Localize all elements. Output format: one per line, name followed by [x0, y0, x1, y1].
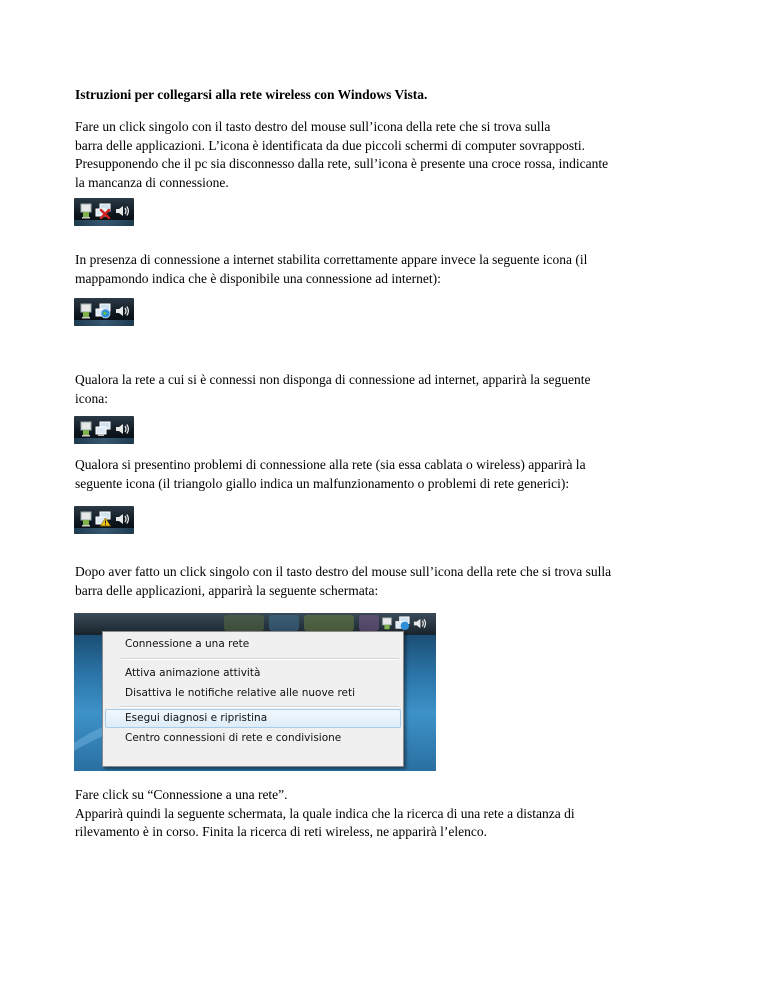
text-line: seguente icona (il triangolo giallo indica un malfunzionamento o problemi di rete generici): [75, 475, 570, 491]
network-context-menu [102, 631, 404, 767]
text-line: In presenza di connessione a internet stabilita correttamente appare invece la seguente icona (il [75, 252, 588, 267]
text-line: barra delle applicazioni. L’icona è identificata da due piccoli schermi di computer sovrapposti. [75, 137, 586, 153]
paragraph-disconnected [75, 118, 693, 192]
network-warning-icon [95, 511, 111, 527]
menu-item-diagnose-repair[interactable]: Esegui diagnosi e ripristina [125, 712, 268, 724]
paragraph-right-click [75, 563, 693, 600]
menu-separator [121, 658, 399, 660]
paragraph-problem [75, 456, 693, 493]
network-local-icon [95, 421, 111, 437]
paragraph-connect-instructions [75, 786, 693, 842]
device-icon [380, 617, 394, 631]
context-menu-screenshot [74, 613, 436, 771]
speaker-icon [412, 616, 427, 631]
menu-separator [121, 706, 399, 708]
text-line: barra delle applicazioni, apparirà la seguente schermata: [75, 582, 379, 598]
device-icon [79, 203, 93, 219]
tray-icon-internet-connected [74, 298, 134, 326]
paragraph-local-only [75, 371, 693, 408]
network-disconnected-icon [95, 203, 111, 219]
document-title: Istruzioni per collegarsi alla rete wireless con Windows Vista. [75, 87, 428, 102]
text-line: la mancanza di connessione. [75, 174, 229, 190]
text-line: Dopo aver fatto un click singolo con il tasto destro del mouse sull’icona della rete che si trova sulla [75, 564, 612, 579]
paragraph-connected [75, 251, 693, 288]
text-line: Fare un click singolo con il tasto destro del mouse sull’icona della rete che si trova sulla [75, 119, 551, 134]
tray-icon-problem [74, 506, 134, 534]
tray-icon-disconnected [74, 198, 134, 226]
text-line: Presupponendo che il pc sia disconnesso dalla rete, sull’icona è presente una croce rossa, indicante [75, 156, 609, 171]
menu-item-disable-notifications[interactable]: Disattiva le notifiche relative alle nuove reti [125, 687, 356, 699]
text-line: rilevamento è in corso. Finita la ricerca di reti wireless, ne apparirà l’elenco. [75, 824, 487, 839]
tray-icon-local-only [74, 416, 134, 444]
device-icon [79, 511, 93, 527]
speaker-icon [114, 303, 130, 319]
device-icon [79, 303, 93, 319]
text-line: Fare click su “Connessione a una rete”. [75, 787, 288, 802]
text-line: Apparirà quindi la seguente schermata, la quale indica che la ricerca di una rete a distanza di [75, 805, 575, 821]
speaker-icon [114, 421, 130, 437]
network-globe-icon [95, 303, 111, 319]
speaker-icon [114, 511, 130, 527]
device-icon [79, 421, 93, 437]
menu-item-toggle-animation[interactable]: Attiva animazione attività [125, 667, 261, 679]
text-line: Qualora si presentino problemi di connessione alla rete (sia essa cablata o wireless) apparirà la [75, 457, 586, 472]
text-line: mappamondo indica che è disponibile una connessione ad internet): [75, 270, 441, 286]
network-globe-icon [395, 616, 410, 631]
speaker-icon [114, 203, 130, 219]
menu-item-connect[interactable]: Connessione a una rete [125, 638, 250, 650]
menu-item-network-sharing-center[interactable]: Centro connessioni di rete e condivisione [125, 732, 342, 744]
text-line: icona: [75, 390, 108, 406]
text-line: Qualora la rete a cui si è connessi non disponga di connessione ad internet, apparirà la seguente [75, 372, 591, 387]
